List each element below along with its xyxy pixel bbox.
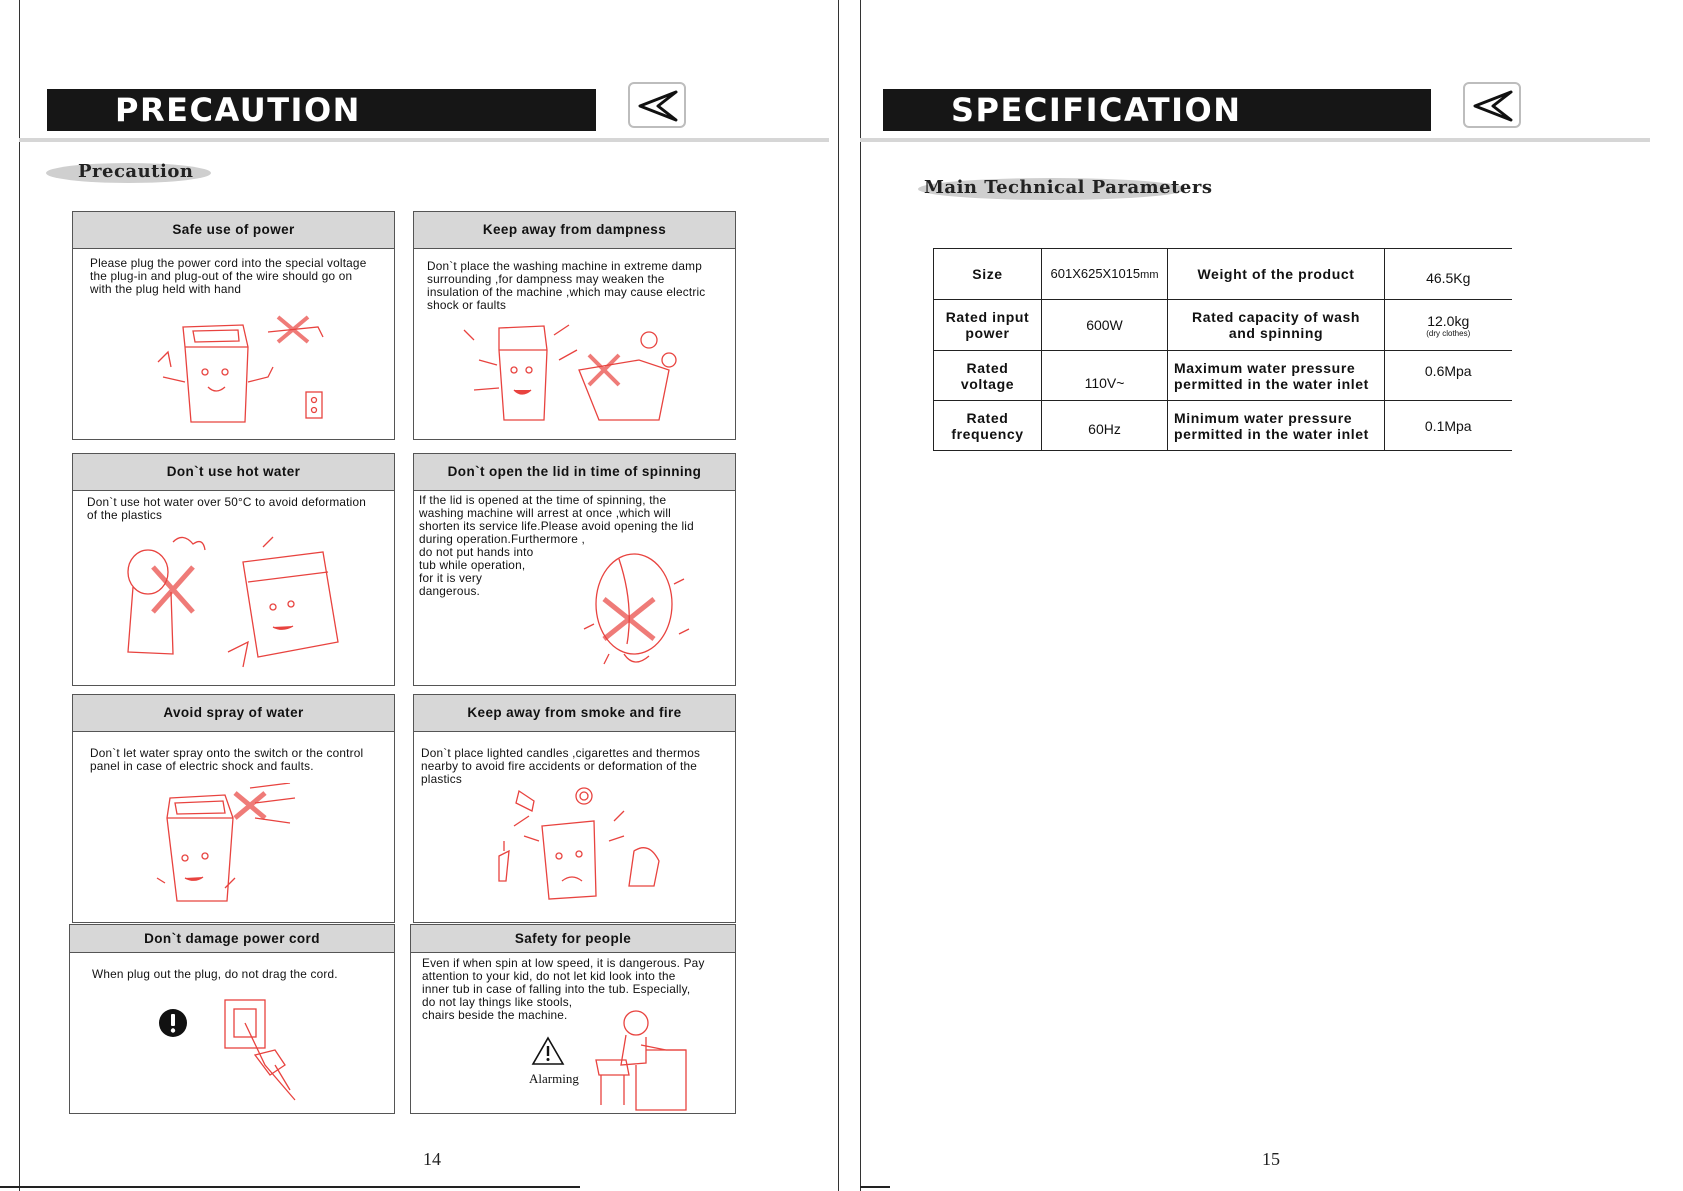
card-title: Don`t use hot water [73, 454, 394, 491]
arrow-logo-icon [1473, 90, 1513, 122]
spec-label: Minimum water pressure permitted in the water inlet [1168, 401, 1385, 451]
spec-row [934, 401, 1512, 451]
section-label-precaution: Precaution [46, 163, 211, 183]
card-text: Don`t let water spray onto the switch or the control panel in case of electric shock and faults. [90, 746, 364, 773]
brand-logo [1463, 82, 1521, 128]
arrow-logo-icon [638, 90, 678, 122]
spec-value: 601X625X1015mm [1042, 249, 1168, 300]
bottom-rule-right [860, 1186, 890, 1188]
card-title: Don`t damage power cord [70, 925, 394, 953]
card-title: Safe use of power [73, 212, 394, 249]
page-title-specification: SPECIFICATION [883, 89, 1431, 131]
card-title: Keep away from smoke and fire [414, 695, 735, 732]
page-number-left: 14 [423, 1149, 441, 1169]
spine-line-left [838, 0, 839, 1191]
spinning-lid-illustration [579, 544, 699, 674]
spec-label: Rated frequency [934, 401, 1042, 451]
spec-row [934, 351, 1512, 401]
spec-row [934, 249, 1512, 300]
alarm-triangle-icon [531, 1036, 565, 1066]
bottom-rule-left [0, 1186, 580, 1188]
warning-exclamation-icon [158, 1008, 188, 1038]
left-margin-line [19, 0, 20, 1191]
card-text: If the lid is opened at the time of spinning, the washing machine will arrest at once ,which will shorten its service life.Please avoid opening the lid during operation.Furthermore , do not put hands into tub while operation, for it is very dangerous. [419, 493, 694, 598]
spec-value: 46.5Kg [1385, 249, 1512, 300]
spec-value: 0.1Mpa [1385, 401, 1512, 451]
card-keep-away-from-dampness [413, 211, 736, 440]
card-safe-use-of-power [72, 211, 395, 440]
spec-value: 0.6Mpa [1385, 351, 1512, 401]
brand-logo [628, 82, 686, 128]
spec-value: 12.0kg (dry clothes) [1385, 300, 1512, 351]
header-rule-right [860, 138, 1650, 142]
card-title: Avoid spray of water [73, 695, 394, 732]
spec-label: Rated voltage [934, 351, 1042, 401]
card-dont-damage-power-cord [69, 924, 395, 1114]
section-label-main-technical-parameters: Main Technical Parameters [918, 178, 1186, 200]
header-rule-left [19, 138, 829, 142]
card-text: When plug out the plug, do not drag the cord. [92, 967, 338, 981]
card-title: Safety for people [411, 925, 735, 953]
spec-row [934, 300, 1512, 351]
spec-label: Maximum water pressure permitted in the water inlet [1168, 351, 1385, 401]
power-plug-illustration [153, 307, 353, 432]
water-spray-illustration [155, 783, 305, 908]
spec-label: Rated input power [934, 300, 1042, 351]
card-keep-away-from-smoke-and-fire [413, 694, 736, 923]
spec-label: Size [934, 249, 1042, 300]
alarming-label: Alarming [529, 1071, 579, 1086]
card-text: Don`t place lighted candles ,cigarettes and thermos nearby to avoid fire accidents or deformation of the plastics [421, 746, 701, 786]
page-title-precaution: PRECAUTION [47, 89, 596, 131]
spec-value-note: (dry clothes) [1426, 328, 1471, 338]
card-avoid-spray-of-water [72, 694, 395, 923]
card-text: Even if when spin at low speed, it is dangerous. Pay attention to your kid, do not let kid look into the inner tub in case of falling into the tub. Especially, do not lay things like stools, chairs beside the machine. [422, 956, 705, 1022]
child-near-machine-illustration [591, 1005, 691, 1115]
spec-label: Rated capacity of wash and spinning [1168, 300, 1385, 351]
spec-value: 110V~ [1042, 351, 1168, 401]
card-dont-use-hot-water [72, 453, 395, 686]
spec-table [933, 248, 1512, 451]
card-dont-open-lid-spinning [413, 453, 736, 686]
smoke-fire-illustration [494, 781, 674, 916]
spec-value: 60Hz [1042, 401, 1168, 451]
unplug-cord-illustration [220, 995, 310, 1105]
spec-value: 600W [1042, 300, 1168, 351]
spec-label: Weight of the product [1168, 249, 1385, 300]
card-text: Don`t use hot water over 50°C to avoid deformation of the plastics [87, 495, 366, 522]
dampness-illustration [459, 320, 689, 435]
card-title: Keep away from dampness [414, 212, 735, 249]
hot-water-illustration [113, 532, 353, 677]
card-title: Don`t open the lid in time of spinning [414, 454, 735, 491]
page-number-right: 15 [1262, 1149, 1280, 1169]
card-text: Don`t place the washing machine in extreme damp surrounding ,for dampness may weaken the insulation of the machine ,which may cause electric shock or faults [427, 259, 706, 312]
card-text: Please plug the power cord into the special voltage the plug-in and plug-out of the wire should go on with the plug held with hand [90, 256, 367, 296]
card-safety-for-people [410, 924, 736, 1114]
spine-line-right [860, 0, 861, 1191]
